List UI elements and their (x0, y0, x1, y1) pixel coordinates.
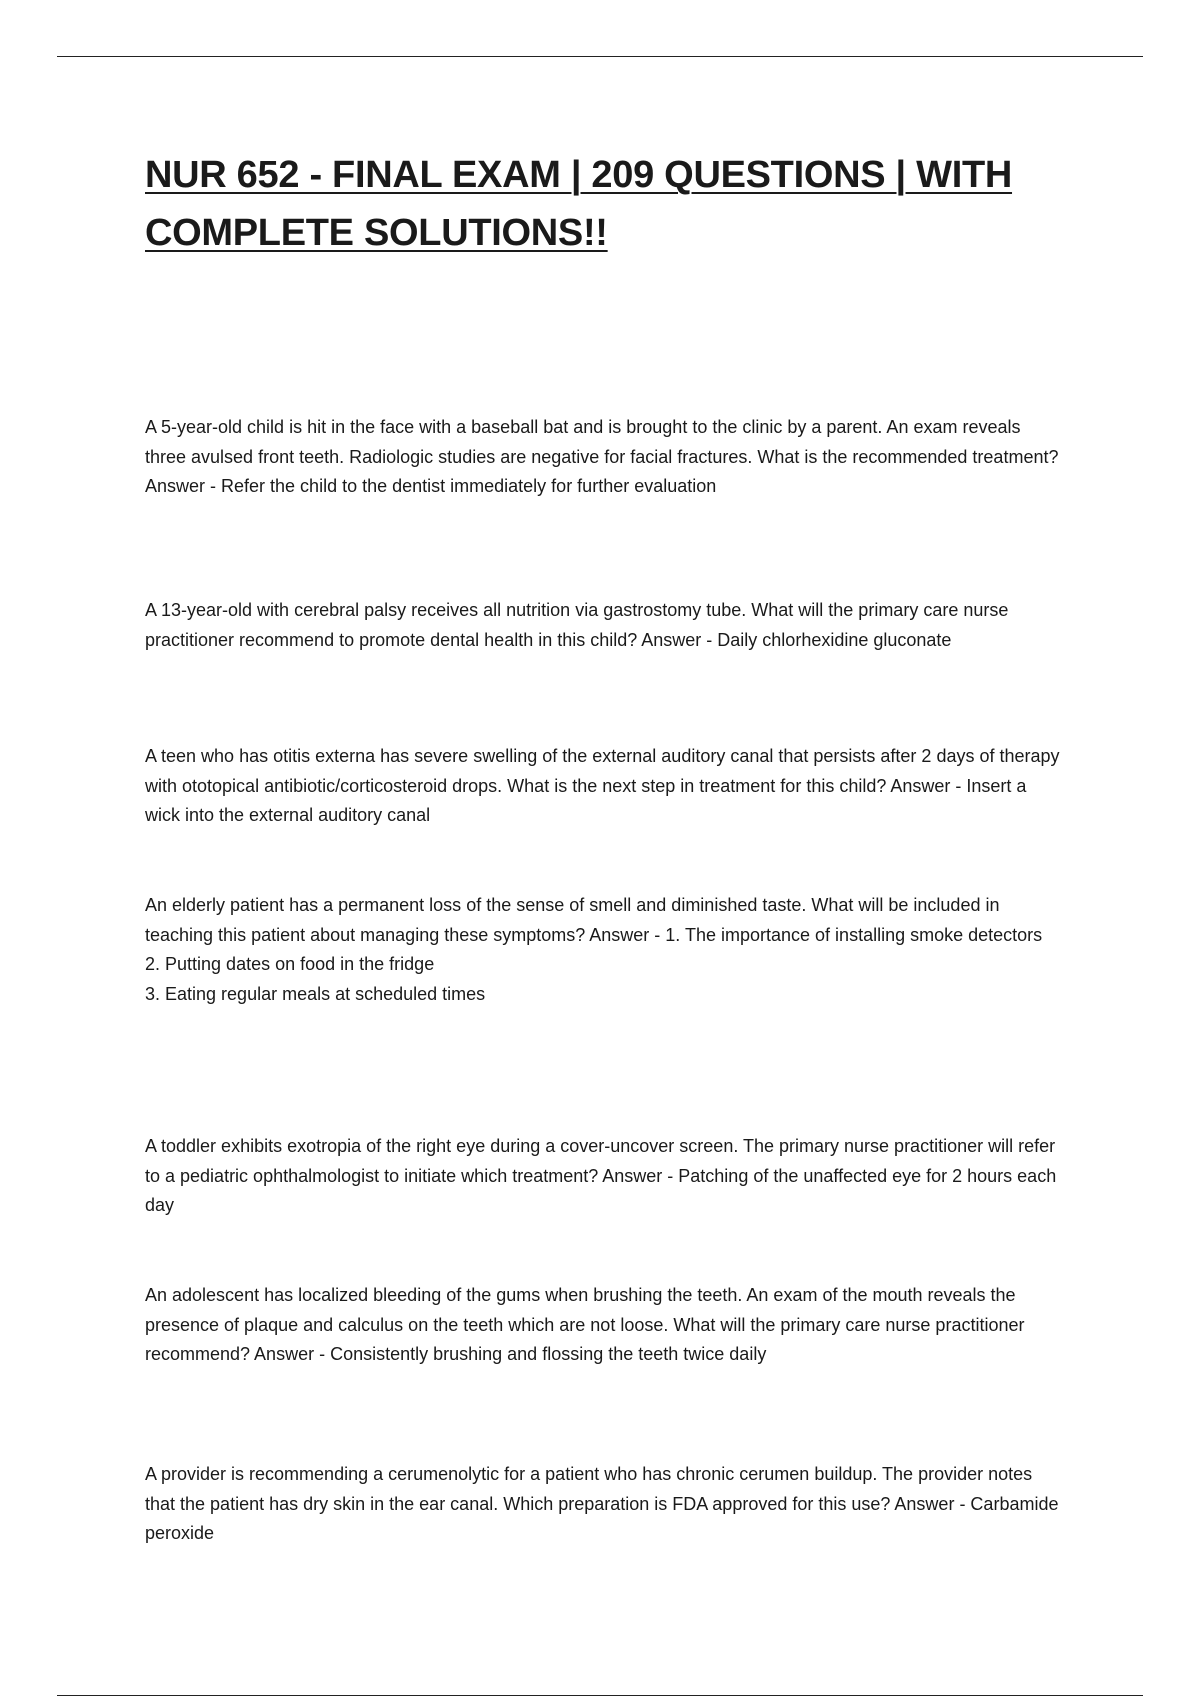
title-line-2: COMPLETE SOLUTIONS!! (145, 212, 608, 254)
question-block-2 (145, 596, 1065, 655)
question-text: A provider is recommending a cerumenolytic for a patient who has chronic cerumen buildup. The provider notes that the patient has dry skin in the ear canal. Which preparation is FDA approved for this use? Answer - Carbamide peroxide (145, 1464, 1059, 1543)
answer-list-item: 3. Eating regular meals at scheduled times (145, 983, 486, 1004)
question-block-6 (145, 1281, 1065, 1370)
answer-list-item: 2. Putting dates on food in the fridge (145, 954, 435, 974)
question-text: A 5-year-old child is hit in the face with a baseball bat and is brought to the clinic by a parent. An exam reveals three avulsed front teeth. Radiologic studies are negative for facial fractures. What is the recommended treatment? Answer - Refer the child to the dentist immediately for further evaluation (145, 417, 1059, 496)
question-block-3 (145, 742, 1065, 831)
title-line-1: NUR 652 - FINAL EXAM | 209 QUESTIONS | WITH (145, 154, 1013, 196)
question-block-4 (145, 891, 1065, 1009)
question-block-5 (145, 1132, 1065, 1221)
document-title (145, 146, 1075, 262)
bottom-divider (57, 1695, 1143, 1696)
top-divider (57, 56, 1143, 57)
question-text: A 13-year-old with cerebral palsy receives all nutrition via gastrostomy tube. What will the primary care nurse practitioner recommend to promote dental health in this child? Answer - Daily chlorhexidine gluconate (145, 600, 1009, 650)
question-block-1 (145, 413, 1065, 502)
question-text: A teen who has otitis externa has severe swelling of the external auditory canal that persists after 2 days of therapy with ototopical antibiotic/corticosteroid drops. What is the next step in treatment for this child? Answer - Insert a wick into the external auditory canal (145, 746, 1060, 825)
question-text: A toddler exhibits exotropia of the right eye during a cover-uncover screen. The primary nurse practitioner will refer to a pediatric ophthalmologist to initiate which treatment? Answer - Patching of the unaffected eye for 2 hours each day (145, 1136, 1057, 1215)
question-text: An adolescent has localized bleeding of the gums when brushing the teeth. An exam of the mouth reveals the presence of plaque and calculus on the teeth which are not loose. What will the primary care nurse practitioner recommend? Answer - Consistently brushing and flossing the teeth twice daily (145, 1285, 1025, 1364)
question-block-7 (145, 1460, 1065, 1549)
question-text: An elderly patient has a permanent loss of the sense of smell and diminished taste. What will be included in teaching this patient about managing these symptoms? Answer - 1. The importance of installing smoke detectors (145, 895, 1043, 945)
